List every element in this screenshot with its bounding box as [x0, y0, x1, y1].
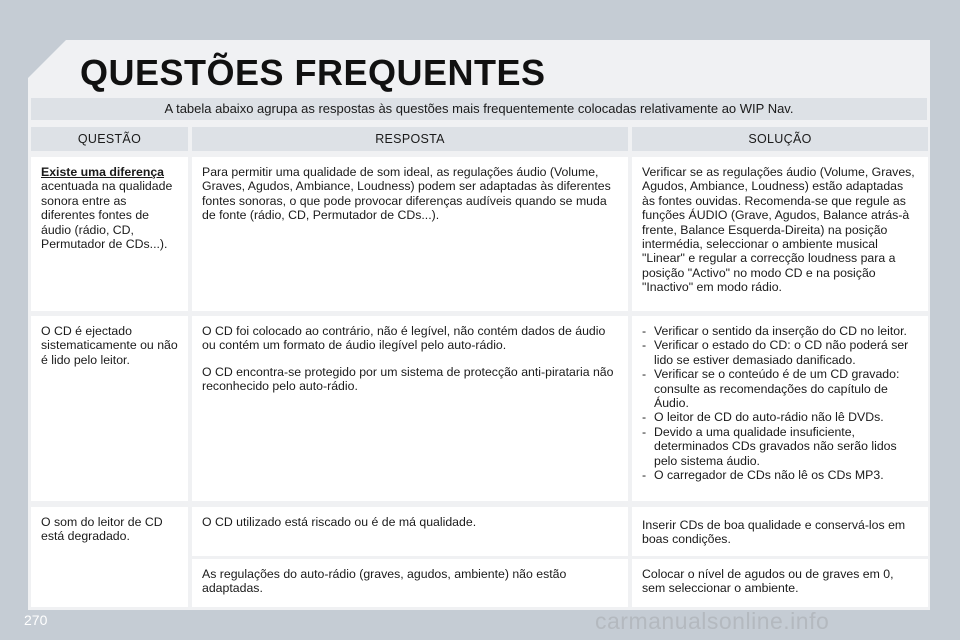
- header-question: QUESTÃO: [31, 127, 188, 151]
- row1-question-text: acentuada na qualidade sonora entre as diferentes fontes de áudio (rádio, CD, Permutador de CDs...).: [41, 179, 173, 252]
- watermark: carmanualsonline.info: [595, 608, 830, 634]
- row3-solution-1: Inserir CDs de boa qualidade e conservá-los em boas condições.: [632, 507, 928, 556]
- row2-solution-item: - Devido a uma qualidade insuficiente, determinados CDs gravados não serão lidos pelo sistema áudio.: [642, 425, 918, 468]
- row3-answer-1: O CD utilizado está riscado ou é de má qualidade.: [192, 507, 628, 556]
- row2-question: O CD é ejectado sistematicamente ou não é lido pelo leitor.: [31, 316, 188, 501]
- row2-answer-2: O CD encontra-se protegido por um sistema de protecção anti-pirataria não reconhecido pelo auto-rádio.: [202, 364, 614, 394]
- intro-text: A tabela abaixo agrupa as respostas às questões mais frequentemente colocadas relativamente ao WIP Nav.: [31, 98, 927, 120]
- row3-question: O som do leitor de CD está degradado.: [31, 507, 188, 607]
- row3-answer-2: As regulações do auto-rádio (graves, agudos, ambiente) não estão adaptadas.: [192, 559, 628, 607]
- row2-answer-1: O CD foi colocado ao contrário, não é legível, não contém dados de áudio ou contém um formato de áudio ilegível pelo auto-rádio.: [202, 324, 606, 353]
- header-solution: SOLUÇÃO: [632, 127, 928, 151]
- row1-question: [31, 157, 188, 311]
- row2-solution-item: - Verificar o sentido da inserção do CD no leitor.: [642, 324, 918, 338]
- row1-question-lead: Existe uma diferença: [41, 165, 165, 179]
- row3-solution-2: Colocar o nível de agudos ou de graves em 0, sem seleccionar o ambiente.: [632, 559, 928, 607]
- page-title: QUESTÕES FREQUENTES: [80, 52, 546, 93]
- row2-solution-item: - O leitor de CD do auto-rádio não lê DVDs.: [642, 410, 918, 424]
- row2-solution-item: - Verificar o estado do CD: o CD não poderá ser lido se estiver demasiado danificado.: [642, 338, 918, 367]
- row2-solution-item: - O carregador de CDs não lê os CDs MP3.: [642, 468, 918, 482]
- header-answer: RESPOSTA: [192, 127, 628, 151]
- row2-answer: [192, 316, 628, 501]
- row2-solution-item: - Verificar se o conteúdo é de um CD gravado: consulte as recomendações do capítulo de Áudio.: [642, 367, 918, 410]
- page-number: 270: [24, 612, 48, 628]
- row2-solution: [632, 316, 928, 501]
- row1-answer: Para permitir uma qualidade de som ideal, as regulações áudio (Volume, Graves, Agudos, Ambiance, Loudness) podem ser adaptadas às diferentes fontes sonoras, o que pode provocar diferenças audíveis quando se muda de fonte (rádio, CD, Permutador de CDs...).: [192, 157, 628, 311]
- row1-solution: Verificar se as regulações áudio (Volume, Graves, Agudos, Ambiance, Loudness) estão adaptadas às fontes ouvidas. Recomenda-se que regule as funções ÁUDIO (Grave, Agudos, Balance atrás-à frente, Balance Esquerda-Direita) na posição intermédia, seleccionar o ambiente musical "Linear" e regular a correcção loudness para a posição "Activo" no modo CD e na posição "Inactivo" em modo rádio.: [632, 157, 928, 311]
